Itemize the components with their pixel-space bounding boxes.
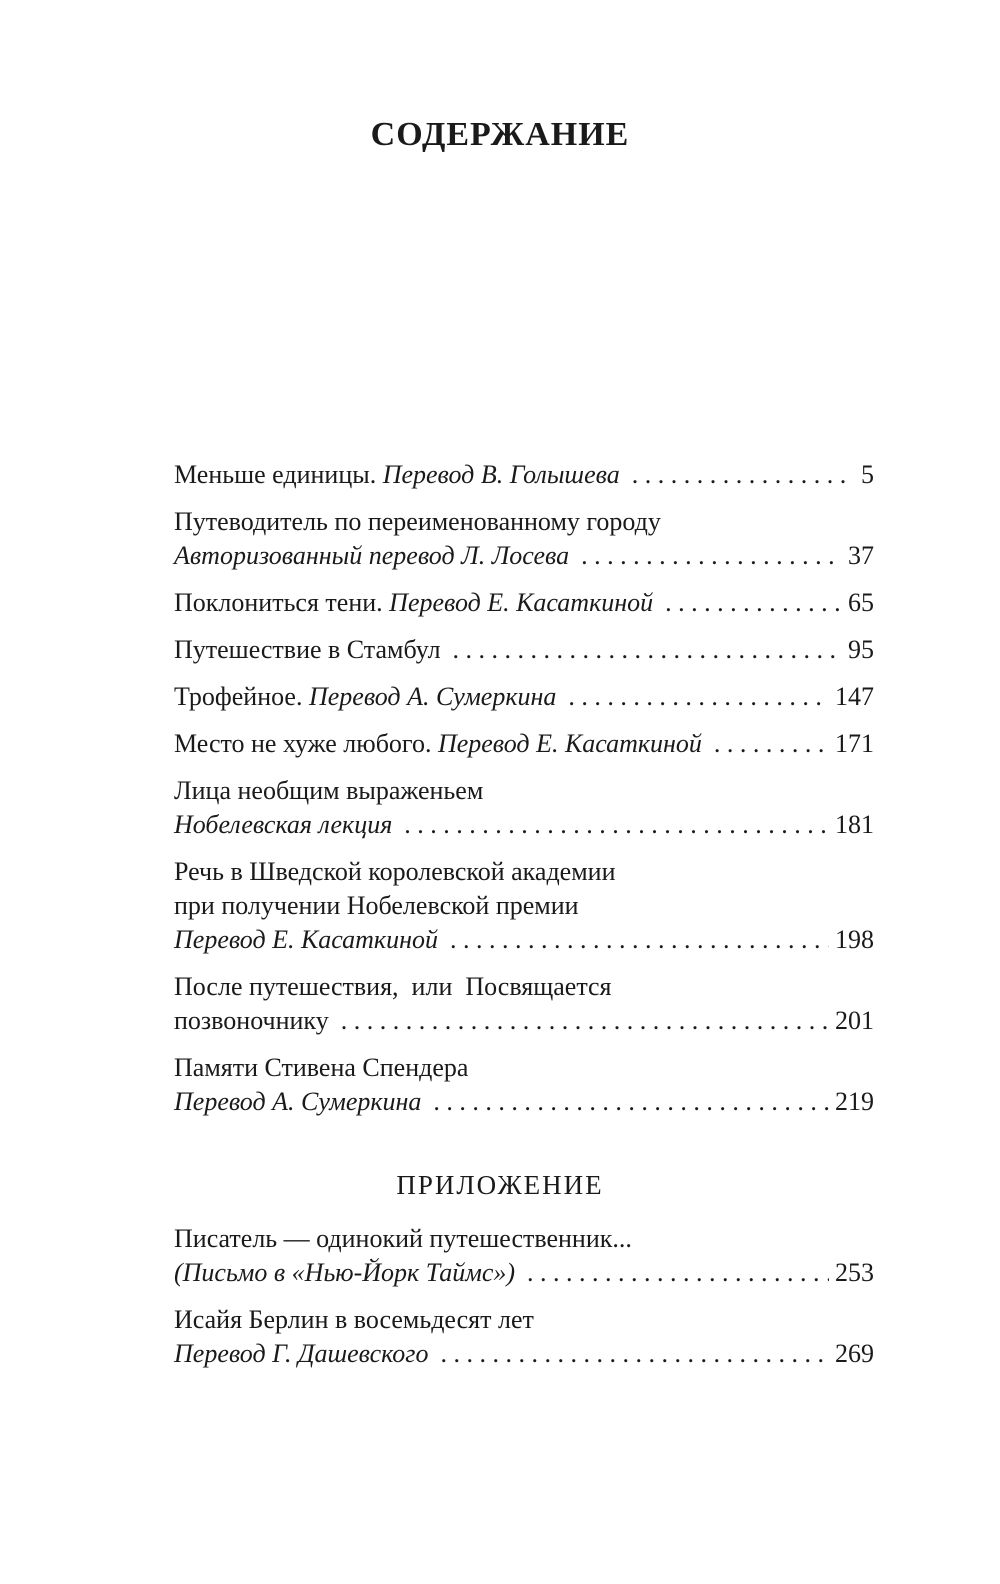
- toc-entry-title: Место не хуже любого.: [174, 729, 438, 758]
- dot-leader: [433, 1085, 829, 1119]
- page-number: 171: [835, 729, 874, 758]
- toc-entry-text: [174, 680, 556, 714]
- toc-entry-line: [174, 458, 874, 492]
- toc-entry-nobel-lecture[interactable]: [174, 774, 874, 842]
- dot-leader: [665, 586, 842, 620]
- toc-entry-isaiah-berlin[interactable]: [174, 1303, 874, 1371]
- toc-entry-bow-to-shadow[interactable]: [174, 586, 874, 620]
- page-number: 65: [848, 588, 874, 617]
- toc-entry-title: Путешествие в Стамбул: [174, 635, 441, 664]
- toc-entry-title: Меньше единицы.: [174, 460, 383, 489]
- page-number: 37: [848, 541, 874, 570]
- dot-leader: [527, 1256, 829, 1290]
- toc-entry-title: Трофейное.: [174, 682, 309, 711]
- toc-entry-text: [174, 586, 653, 620]
- toc-entry-writer-lonely-traveler[interactable]: [174, 1222, 874, 1290]
- toc-entry-line: [174, 1256, 874, 1290]
- toc-entry-line: [174, 808, 874, 842]
- toc-entry-title-line-1: После путешествия, или Посвящается: [174, 972, 612, 1001]
- toc-entry-line: [174, 680, 874, 714]
- toc-entry-translator: Авторизованный перевод Л. Лосева: [174, 541, 570, 570]
- appendix-heading: ПРИЛОЖЕНИЕ: [396, 1170, 604, 1200]
- toc-entry-translator: Перевод Е. Касаткиной: [389, 588, 654, 617]
- page-number: 219: [835, 1087, 874, 1116]
- toc-entry-line: [174, 727, 874, 761]
- toc-entry-title: Путеводитель по переименованному городу: [174, 507, 661, 536]
- dot-leader: [714, 727, 829, 761]
- toc-entry-title-line-2: позвоночнику: [174, 1006, 329, 1035]
- page-number: 269: [835, 1339, 874, 1368]
- toc-entry-title: Исайя Берлин в восемьдесят лет: [174, 1305, 534, 1334]
- toc-entry-title-line-1: Речь в Шведской королевской академии: [174, 857, 616, 886]
- appendix-contents: [174, 1222, 874, 1371]
- toc-entry-after-journey[interactable]: [174, 970, 874, 1038]
- toc-entry-less-than-one[interactable]: [174, 458, 874, 492]
- table-of-contents: [174, 458, 874, 1119]
- toc-entry-title-line-2: при получении Нобелевской премии: [174, 891, 579, 920]
- page-number: 198: [835, 925, 874, 954]
- toc-entry-translator: Перевод В. Голышева: [382, 460, 620, 489]
- toc-entry-translator: Перевод А. Сумеркина: [308, 682, 557, 711]
- toc-entry-spoils-of-war[interactable]: [174, 680, 874, 714]
- toc-entry-line: [174, 1004, 874, 1038]
- page-number: 181: [835, 810, 874, 839]
- toc-entry-journey-istanbul[interactable]: [174, 633, 874, 667]
- dot-leader: [450, 923, 829, 957]
- toc-entry-translator: Перевод А. Сумеркина: [174, 1087, 422, 1116]
- dot-leader: [632, 458, 848, 492]
- toc-entry-text: [174, 458, 620, 492]
- toc-entry-place-as-good[interactable]: [174, 727, 874, 761]
- toc-entry-text: [174, 727, 702, 761]
- dot-leader: [453, 633, 842, 667]
- toc-entry-title: Лица необщим выраженьем: [174, 776, 484, 805]
- toc-entry-line: [174, 539, 874, 573]
- dot-leader: [581, 539, 842, 573]
- toc-entry-title: Поклониться тени.: [174, 588, 390, 617]
- toc-entry-subtitle: Нобелевская лекция: [174, 810, 393, 839]
- page-title: СОДЕРЖАНИЕ: [370, 116, 630, 153]
- toc-entry-title: Писатель — одинокий путешественник...: [174, 1224, 632, 1253]
- toc-entry-line: [174, 1085, 874, 1119]
- toc-entry-swedish-academy-speech[interactable]: [174, 855, 874, 957]
- page-number: 201: [835, 1006, 874, 1035]
- toc-entry-translator: Перевод Г. Дашевского: [174, 1339, 429, 1368]
- toc-entry-line: [174, 923, 874, 957]
- page-number: 95: [848, 635, 874, 664]
- page-number: 147: [835, 682, 874, 711]
- dot-leader: [440, 1337, 829, 1371]
- toc-entry-title: Памяти Стивена Спендера: [174, 1053, 469, 1082]
- dot-leader: [341, 1004, 829, 1038]
- dot-leader: [404, 808, 829, 842]
- page-number: 253: [835, 1258, 874, 1287]
- toc-entry-line: [174, 633, 874, 667]
- toc-entry-stephen-spender[interactable]: [174, 1051, 874, 1119]
- toc-entry-line: [174, 586, 874, 620]
- dot-leader: [568, 680, 829, 714]
- page-number: 5: [861, 460, 874, 489]
- toc-entry-translator: Перевод Е. Касаткиной: [174, 925, 438, 954]
- toc-entry-guide-renamed-city[interactable]: [174, 505, 874, 573]
- toc-entry-line: [174, 1337, 874, 1371]
- toc-entry-translator: Перевод Е. Касаткиной: [437, 729, 702, 758]
- toc-entry-subtitle: (Письмо в «Нью-Йорк Таймс»): [174, 1258, 516, 1287]
